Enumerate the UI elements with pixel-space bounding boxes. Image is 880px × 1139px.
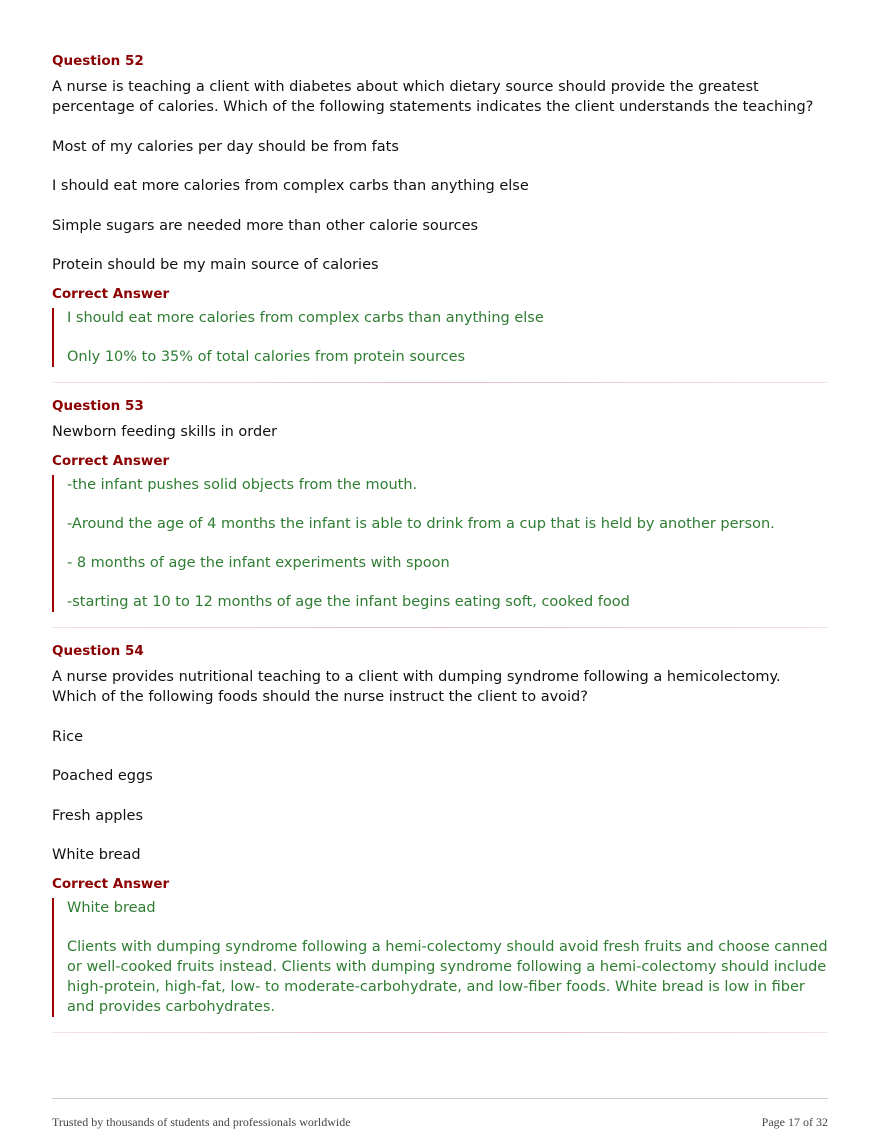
correct-answer-text: -the infant pushes solid objects from the mouth. xyxy=(67,477,418,493)
answer-option: Most of my calories per day should be from fats xyxy=(52,138,399,155)
answer-option: Poached eggs xyxy=(52,768,153,784)
questions-list xyxy=(52,51,828,1046)
correct-answer-text: White bread xyxy=(67,900,156,916)
answer-option: Rice xyxy=(52,728,83,745)
answer-option: White bread xyxy=(52,847,141,863)
question-divider xyxy=(52,1032,828,1033)
correct-answer-label: Correct Answer xyxy=(52,286,170,302)
question-label: Question 52 xyxy=(52,53,144,69)
question-text: A nurse provides nutritional teaching to a client with dumping syndrome following a hemicolectomy. Which of the following foods should the nurse instruct the client to avoid? xyxy=(52,669,781,705)
correct-answer-text: - 8 months of age the infant experiments with spoon xyxy=(67,555,450,571)
answer-option: Protein should be my main source of calories xyxy=(52,257,379,273)
footer-divider xyxy=(52,1098,828,1099)
question-block xyxy=(52,51,828,383)
answer-option: I should eat more calories from complex carbs than anything else xyxy=(52,178,529,194)
footer-tagline: Trusted by thousands of students and professionals worldwide xyxy=(52,1115,351,1129)
correct-answer-text: -starting at 10 to 12 months of age the infant begins eating soft, cooked food xyxy=(67,594,630,610)
correct-answer-text: I should eat more calories from complex carbs than anything else xyxy=(67,310,544,326)
question-label: Question 54 xyxy=(52,643,144,659)
question-divider xyxy=(52,382,828,383)
correct-answer-block xyxy=(52,475,828,612)
question-label: Question 53 xyxy=(52,398,144,414)
question-text: A nurse is teaching a client with diabetes about which dietary source should provide the greatest percentage of calories. Which of the following statements indicates the client understands the teaching? xyxy=(52,79,814,115)
question-divider xyxy=(52,627,828,628)
correct-answer-block xyxy=(52,898,828,1017)
correct-answer-text: Only 10% to 35% of total calories from protein sources xyxy=(67,349,466,365)
correct-answer-text: -Around the age of 4 months the infant is able to drink from a cup that is held by another person. xyxy=(67,516,775,532)
question-block xyxy=(52,641,828,1033)
answer-option: Simple sugars are needed more than other calorie sources xyxy=(52,217,479,234)
question-text: Newborn feeding skills in order xyxy=(52,424,278,440)
answer-option: Fresh apples xyxy=(52,807,144,824)
correct-answer-text: Clients with dumping syndrome following a hemi-colectomy should avoid fresh fruits and choose canned or well-cooked fruits instead. Clients with dumping syndrome following a hemi-colectomy should include high-protein, high-fat, low- to moderate-carbohydrate, and low-fiber foods. White bread is low in fiber and provides carbohydrates. xyxy=(67,939,828,1015)
correct-answer-label: Correct Answer xyxy=(52,876,170,892)
correct-answer-label: Correct Answer xyxy=(52,453,170,469)
question-block xyxy=(52,396,828,628)
correct-answer-block xyxy=(52,308,828,367)
page-number: Page 17 of 32 xyxy=(761,1115,828,1129)
